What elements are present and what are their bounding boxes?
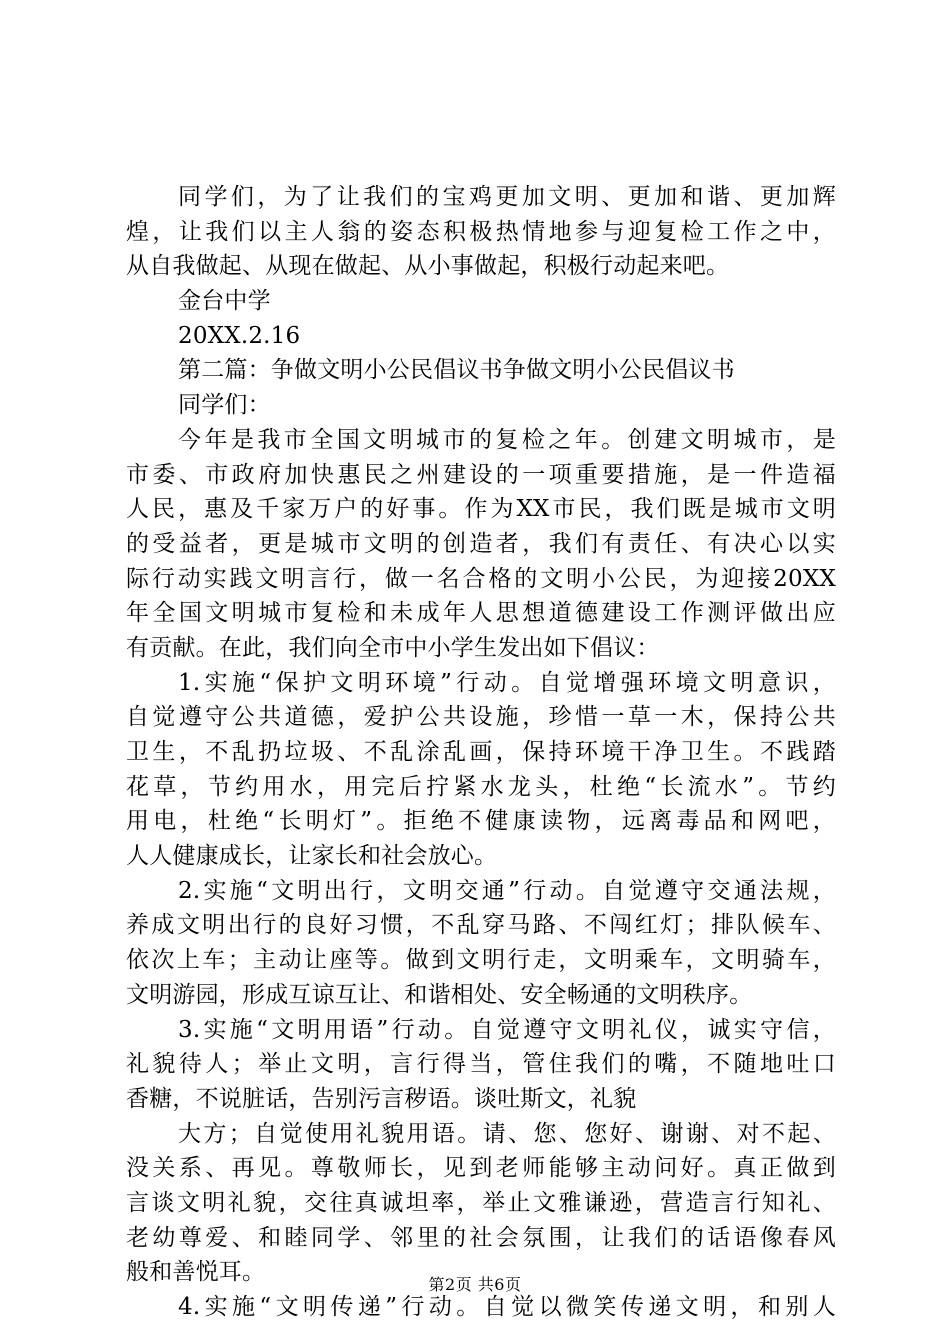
text-line: 人民，惠及千家万户的好事。作为XX市民，我们既是城市文明 <box>126 496 836 523</box>
text-line: 般和善悦耳。 <box>126 1259 266 1286</box>
text-line: 煌，让我们以主人翁的姿态积极热情地参与迎复检工作之中， <box>126 218 836 245</box>
text-line: 20XX.2.16 <box>178 322 301 349</box>
text-line: 卫生，不乱扔垃圾、不乱涂乱画，保持环境干净卫生。不践踏 <box>126 739 836 765</box>
text-line: 有贡献。在此，我们向全市中小学生发出如下倡议： <box>126 634 660 661</box>
text-line: 养成文明出行的良好习惯，不乱穿马路、不闯红灯；排队候车、 <box>126 912 836 939</box>
text-line: 市委、市政府加快惠民之州建设的一项重要措施，是一件造福 <box>126 461 836 488</box>
text-line: 用电，杜绝“长明灯”。拒绝不健康读物，远离毒品和网吧， <box>126 808 836 835</box>
text-line: 2.实施“文明出行，文明交通”行动。自觉遵守交通法规， <box>178 877 836 904</box>
text-line: 礼貌待人；举止文明，言行得当，管住我们的嘴，不随地吐口 <box>126 1051 836 1078</box>
text-line: 同学们，为了让我们的宝鸡更加文明、更加和谐、更加辉 <box>178 184 836 210</box>
text-line: 4.实施“文明传递”行动。自觉以微笑传递文明，和别人 <box>178 1294 836 1320</box>
document-body <box>126 180 836 1325</box>
text-line: 的受益者，更是城市文明的创造者，我们有责任、有决心以实 <box>126 530 836 557</box>
text-line: 从自我做起、从现在做起、从小事做起，积极行动起来吧。 <box>126 253 730 280</box>
text-line: 香糖，不说脏话，告别污言秽语。谈吐斯文，礼貌 <box>126 1085 637 1112</box>
text-line: 人人健康成长，让家长和社会放心。 <box>126 843 498 870</box>
text-line: 没关系、再见。尊敬师长，见到老师能够主动问好。真正做到 <box>126 1155 836 1182</box>
text-line: 自觉遵守公共道德，爱护公共设施，珍惜一草一木，保持公共 <box>126 704 836 731</box>
text-line: 3.实施“文明用语”行动。自觉遵守文明礼仪，诚实守信， <box>178 1016 836 1043</box>
text-line: 同学们： <box>178 392 271 419</box>
text-line: 年全国文明城市复检和未成年人思想道德建设工作测评做出应 <box>126 600 836 627</box>
text-line: 际行动实践文明言行，做一名合格的文明小公民，为迎接20XX <box>126 565 836 592</box>
text-line: 言谈文明礼貌，交往真诚坦率，举止文雅谦逊，营造言行知礼、 <box>126 1189 836 1216</box>
text-line: 1.实施“保护文明环境”行动。自觉增强环境文明意识， <box>178 669 836 696</box>
text-line: 老幼尊爱、和睦同学、邻里的社会氛围，让我们的话语像春风 <box>126 1224 836 1251</box>
text-line: 依次上车；主动让座等。做到文明行走，文明乘车，文明骑车， <box>126 947 836 974</box>
page-footer: 第2页 共6页 <box>428 1275 522 1294</box>
text-line: 文明游园，形成互谅互让、和谐相处、安全畅通的文明秩序。 <box>126 981 753 1008</box>
text-line: 金台中学 <box>178 288 271 315</box>
text-line: 今年是我市全国文明城市的复检之年。创建文明城市，是 <box>178 426 836 453</box>
text-line: 大方；自觉使用礼貌用语。请、您、您好、谢谢、对不起、 <box>178 1120 836 1147</box>
text-line: 第二篇：争做文明小公民倡议书争做文明小公民倡议书 <box>178 357 735 384</box>
text-line: 花草，节约用水，用完后拧紧水龙头，杜绝“长流水”。节约 <box>126 773 836 800</box>
